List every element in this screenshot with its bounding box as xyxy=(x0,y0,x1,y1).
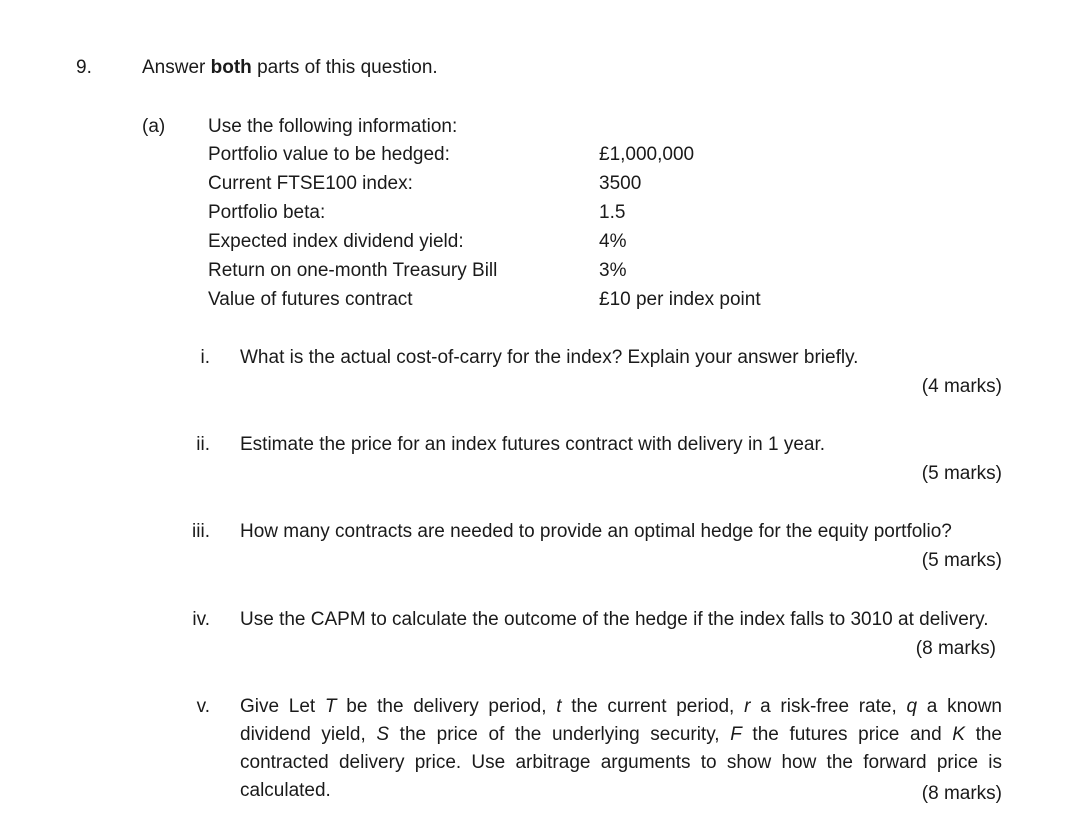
info-value: 4% xyxy=(599,231,627,252)
symbol-S: S xyxy=(376,724,390,745)
sub-question-text xyxy=(240,693,1002,805)
question-instruction xyxy=(142,54,438,82)
text-segment: a known dividend yield, xyxy=(240,696,1002,745)
instruction-prefix: Answer xyxy=(142,57,211,78)
marks-label: (8 marks) xyxy=(921,783,1002,804)
text-segment: the contracted delivery price. Use arbitrage arguments to show how the forward price is calculated. xyxy=(240,724,1002,801)
sub-question-text: Estimate the price for an index futures contract with delivery in 1 year. xyxy=(240,434,826,455)
symbol-q: q xyxy=(906,696,918,717)
sub-question-numeral: v. xyxy=(196,696,210,717)
sub-question-v xyxy=(176,693,1002,809)
part-a-label: (a) xyxy=(142,116,166,137)
symbol-K: K xyxy=(952,724,965,745)
text-segment: Give Let xyxy=(240,696,325,717)
instruction-suffix: parts of this question. xyxy=(251,57,438,78)
instruction-emphasis: both xyxy=(210,57,252,78)
sub-question-text: Use the CAPM to calculate the outcome of the hedge if the index falls to 3010 at delivery. xyxy=(240,609,989,630)
symbol-r: r xyxy=(744,696,751,717)
text-segment: the price of the underlying security, xyxy=(389,724,731,745)
marks-label: (5 marks) xyxy=(921,463,1002,484)
info-label: Portfolio value to be hedged: xyxy=(208,144,450,165)
marks-label: (4 marks) xyxy=(921,376,1002,397)
info-row xyxy=(208,199,761,228)
marks-label: (5 marks) xyxy=(921,550,1002,571)
info-row xyxy=(208,286,761,315)
text-segment: the current period, xyxy=(561,696,745,717)
sub-question-numeral: ii. xyxy=(196,434,210,455)
text-segment: be the delivery period, xyxy=(336,696,557,717)
sub-question-iv xyxy=(176,606,1002,664)
text-segment: a risk-free rate, xyxy=(750,696,907,717)
info-label: Current FTSE100 index: xyxy=(208,173,413,194)
info-label: Portfolio beta: xyxy=(208,202,326,223)
info-value: £1,000,000 xyxy=(599,144,695,165)
symbol-t: t xyxy=(556,696,562,717)
info-value: 3500 xyxy=(599,173,642,194)
sub-question-ii xyxy=(176,431,1002,489)
info-label: Return on one-month Treasury Bill xyxy=(208,260,498,281)
info-value: 3% xyxy=(599,260,627,281)
info-row xyxy=(208,228,761,257)
symbol-F: F xyxy=(730,724,742,745)
info-heading: Use the following information: xyxy=(208,116,458,137)
text-segment: the futures price and xyxy=(741,724,953,745)
info-row xyxy=(208,257,761,286)
question-number: 9. xyxy=(76,57,92,78)
info-row xyxy=(208,170,761,199)
info-label: Expected index dividend yield: xyxy=(208,231,464,252)
sub-question-numeral: iv. xyxy=(192,609,210,630)
sub-question-i xyxy=(176,344,1002,402)
marks-label: (8 marks) xyxy=(915,638,996,659)
sub-question-numeral: iii. xyxy=(192,521,210,542)
sub-question-text: How many contracts are needed to provide an optimal hedge for the equity portfolio? xyxy=(240,521,952,542)
info-value: £10 per index point xyxy=(599,289,761,310)
symbol-T: T xyxy=(324,696,337,717)
info-row xyxy=(208,141,761,170)
info-label: Value of futures contract xyxy=(208,289,413,310)
info-value: 1.5 xyxy=(599,202,626,223)
sub-question-iii xyxy=(176,518,1002,576)
info-table xyxy=(208,141,761,315)
sub-question-numeral: i. xyxy=(200,347,210,368)
sub-question-text: What is the actual cost-of-carry for the index? Explain your answer briefly. xyxy=(240,347,859,368)
